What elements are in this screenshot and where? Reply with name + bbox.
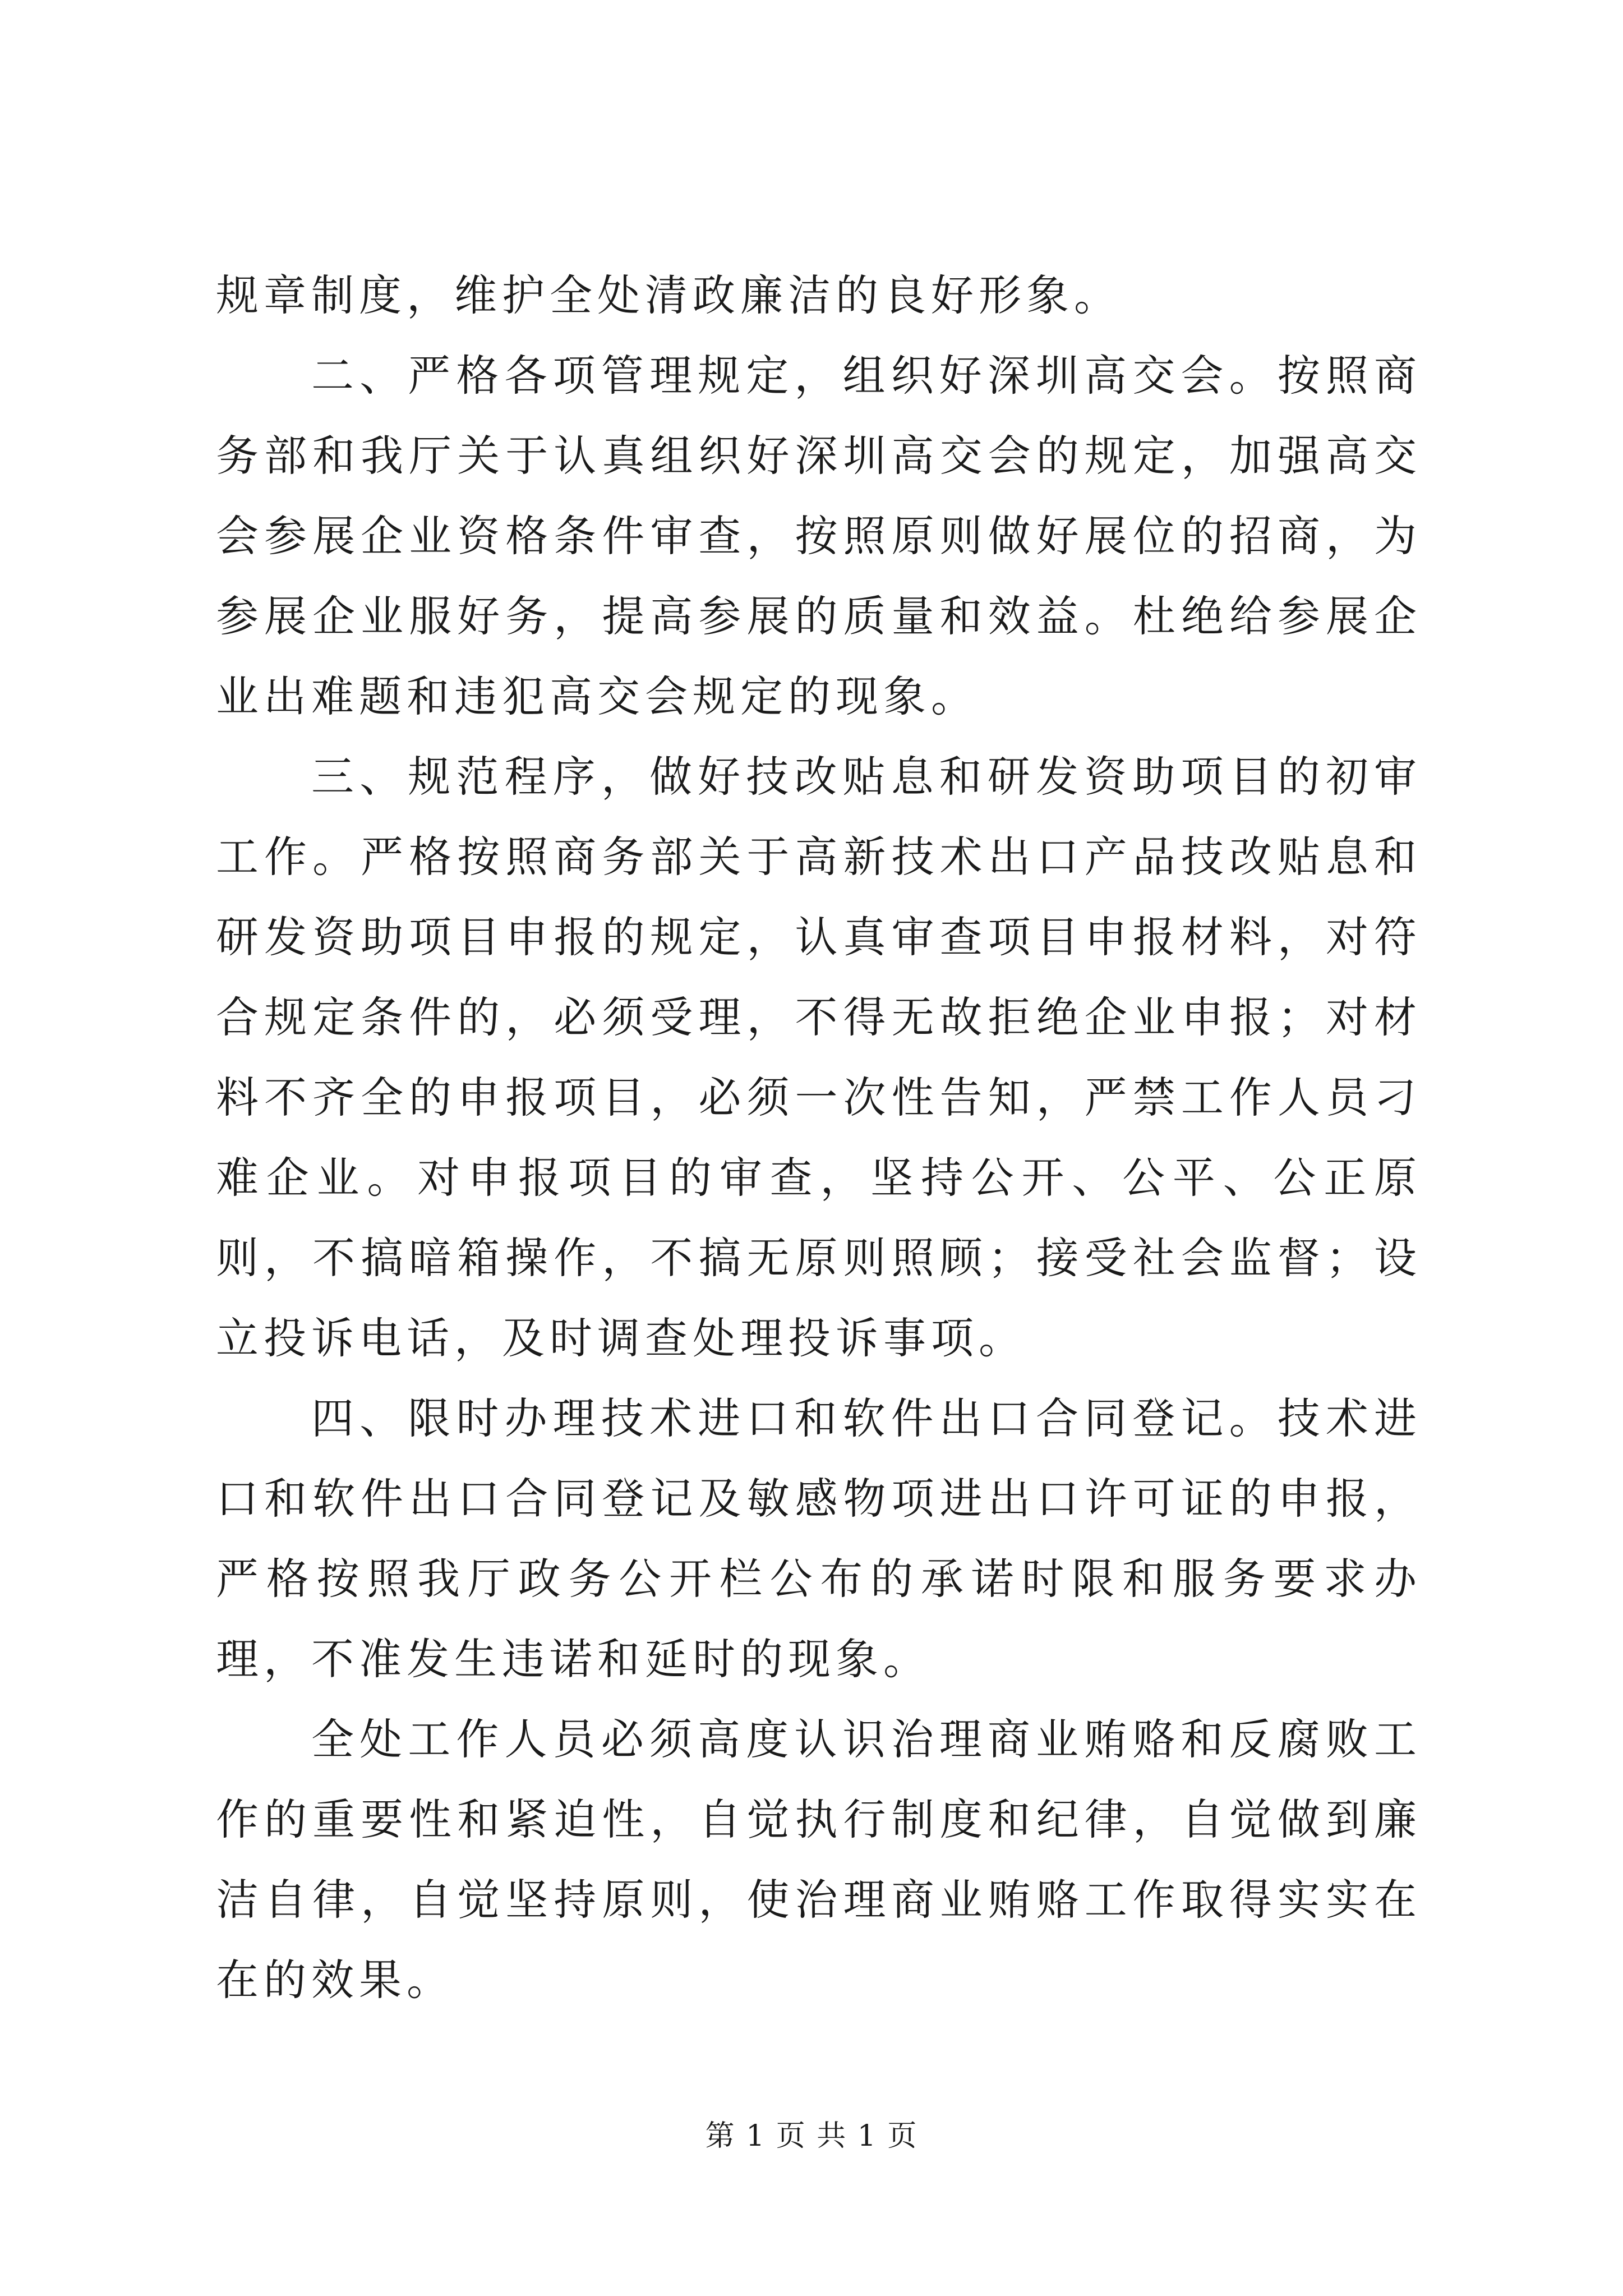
page-number-footer: 第 1 页 共 1 页 [705, 2119, 918, 2153]
paragraph-continuation: 规章制度，维护全处清政廉洁的良好形象。 [216, 270, 1122, 320]
paragraph-section-3: 三、规范程序，做好技改贴息和研发资助项目的初审工作。严格按照商务部关于高新技术出口产品技改贴息和研发资助项目申报的规定，认真审查项目申报材料，对符合规定条件的，必须受理，不得无故拒绝企业申报；对材料不齐全的申报项目，必须一次性告知，严禁工作人员刁难企业。对申报项目的审查，坚持公开、公平、公正原则，不搞暗箱操作，不搞无原则照顾；接受社会监督；设立投诉电话，及时调查处理投诉事项。 [216, 752, 1422, 1363]
paragraph-conclusion: 全处工作人员必须高度认识治理商业贿赂和反腐败工作的重要性和紧迫性，自觉执行制度和纪律，自觉做到廉洁自律，自觉坚持原则，使治理商业贿赂工作取得实实在在的效果。 [216, 1714, 1422, 2005]
paragraph-section-2: 二、严格各项管理规定，组织好深圳高交会。按照商务部和我厅关于认真组织好深圳高交会的规定，加强高交会参展企业资格条件审查，按照原则做好展位的招商，为参展企业服好务，提高参展的质量和效益。杜绝给参展企业出难题和违犯高交会规定的现象。 [216, 351, 1422, 721]
document-body [216, 255, 1422, 2020]
paragraph-section-4: 四、限时办理技术进口和软件出口合同登记。技术进口和软件出口合同登记及敏感物项进出口许可证的申报，严格按照我厅政务公开栏公布的承诺时限和服务要求办理，不准发生违诺和延时的现象。 [216, 1393, 1422, 1684]
